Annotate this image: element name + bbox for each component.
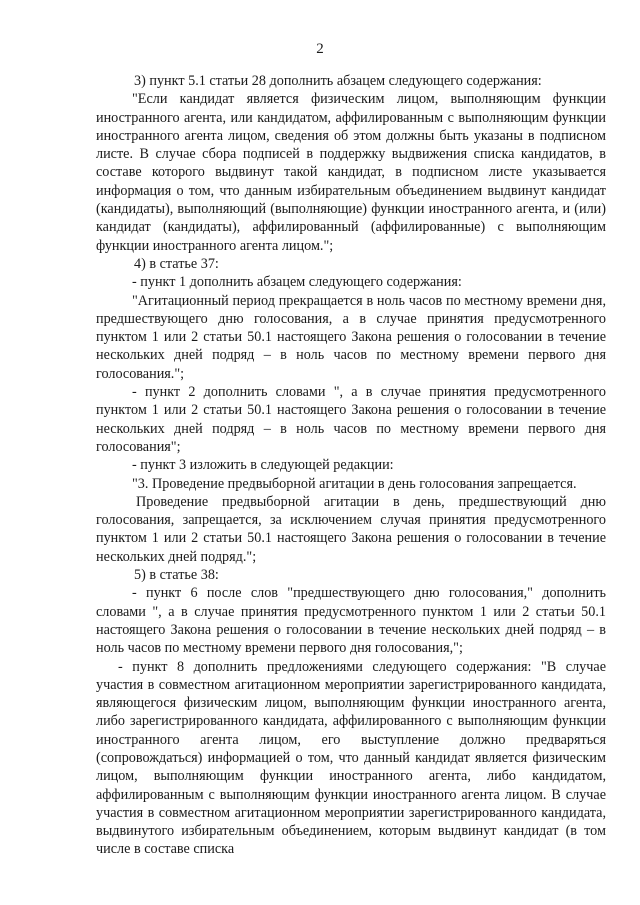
paragraph: 4) в статье 37: [134,255,219,272]
paragraph: - пункт 2 дополнить словами ", а в случае принятия предусмотренного пунктом 1 или 2 статьи 50.1 настоящего Закона решения о голосовании в течение нескольких дней подряд – в ноль часов по местному времени первого дня голосования"; [96,384,606,455]
paragraph: - пункт 6 после слов "предшествующего дню голосования," дополнить словами ", а в случае принятия предусмотренного пунктом 1 или 2 статьи 50.1 настоящего Закона решения о голосовании в течение нескольких дней подряд – в ноль часов по местному времени первого дня голосования,"; [96,585,606,657]
paragraph: "Если кандидат является физическим лицом, выполняющим функции иностранного агента, или кандидатом, аффилированным с выполняющим функции иностранного агента лицом, сведения об этом должны быть указаны в подписном листе. В случае сбора подписей в поддержку выдвижения списка кандидатов, в составе которого выдвинут такой кандидат, в подписном листе указывается информация о том, что данным избирательным объединением выдвинут кандидат (кандидаты), выполняющий (выполняющие) функции иностранного агента, и (или) кандидат (кандидаты), аффилированный (аффилированные) с выполняющим функции иностранного агента лицом."; [96,91,606,254]
paragraph: 3) пункт 5.1 статьи 28 дополнить абзацем следующего содержания: [134,73,542,89]
paragraph: - пункт 1 дополнить абзацем следующего содержания: [132,274,462,291]
paragraph: 5) в статье 38: [134,567,219,584]
paragraph: "Агитационный период прекращается в ноль часов по местному времени дня, предшествующего дню голосования, а в случае принятия предусмотренного пунктом 1 или 2 статьи 50.1 настоящего Закона решения о голосовании в течение нескольких дней подряд – в ноль часов по местному времени первого дня голосования."; [96,292,606,382]
paragraph: Проведение предвыборной агитации в день, предшествующий дню голосования, запрещается, за исключением случая принятия предусмотренного пунктом 1 или 2 статьи 50.1 настоящего Закона решения о голосовании в течение нескольких дней подряд."; [96,493,606,565]
page-number: 2 [316,41,324,57]
paragraph: - пункт 8 дополнить предложениями следующего содержания: "В случае участия в совместном агитационном мероприятии зарегистрированного кандидата, являющегося физическим лицом, выполняющим функции иностранного агента, либо зарегистрированного кандидата, аффилированного с выполняющим функции иностранного агента лицом, его выступление должно предваряться (сопровождаться) информацией о том, что данный кандидат является физическим лицом, выполняющим функции иностранного агента, либо кандидатом, аффилированным с выполняющим функции иностранного агента лицом. В случае участия в совместном агитационном мероприятии зарегистрированного кандидата, выдвинутого избирательным объединением, которым выдвинут кандидат (в том числе в составе списка [96,658,606,858]
paragraph: - пункт 3 изложить в следующей редакции: [132,457,394,474]
paragraph: "3. Проведение предвыборной агитации в день голосования запрещается. [132,475,577,492]
document-body [96,72,606,859]
